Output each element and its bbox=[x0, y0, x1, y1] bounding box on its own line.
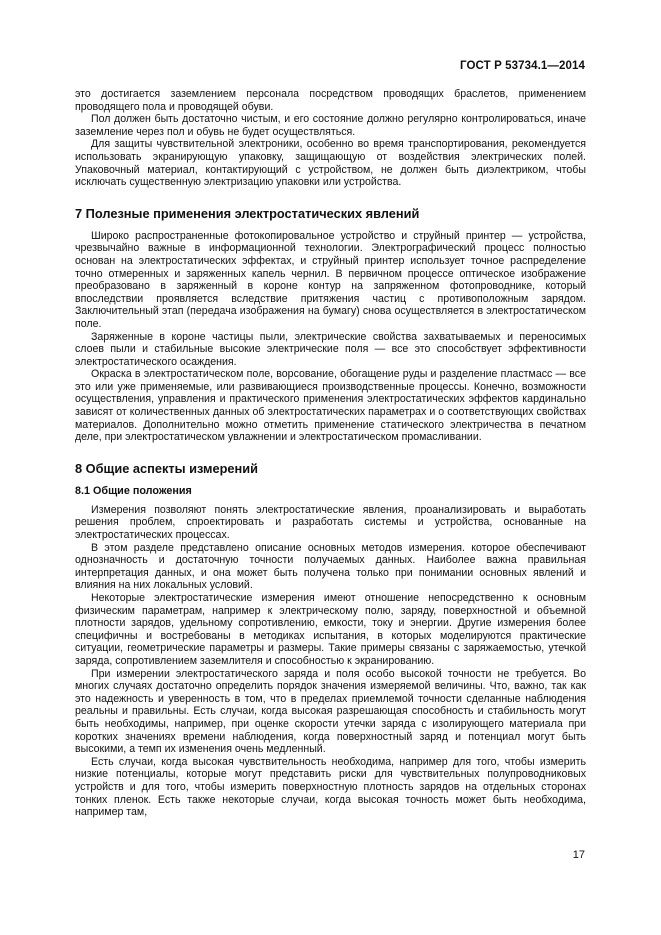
subsection-8-1-heading: 8.1 Общие положения bbox=[75, 484, 192, 497]
paragraph: Окраска в электростатическом поле, ворсование, обогащение руды и разделение пластмасс — все это или уже применяемые, или развивающиеся производственные процессы. Конечно, возможности осуществления, управления и практического применения электростатических эффектов кардинально зависят от количественных данных об электростатических параметрах и о соответствующих свойствах материалов. Дополнительно можно отметить применение статического электричества в печатном деле, при электростатическом увлажнении и электростатическом промасливании. bbox=[75, 368, 586, 444]
paragraph: Есть случаи, когда высокая чувствительность необходима, например для того, чтобы измерить низкие потенциалы, которые могут представить риски для чувствительных полупроводниковых устройств и для того, чтобы измерить поверхностную плотность зарядов на отдельных сторонах тонких пленок. Есть также некоторые случаи, когда высокая точность может быть необходима, например там, bbox=[75, 755, 586, 819]
paragraph: Широко распространенные фотокопировальное устройство и струйный принтер — устройства, чрезвычайно важные в информационной технологии. Электрографический процесс полностью основан на электростатических эффектах, и струйный принтер использует точное распределение точно отмеренных и заряженных капель чернил. В первичном процессе оптическое изображение преобразовано в заряженный в короне контур на запряженном фотопроводнике, который впоследствии проявляется вследствие притяжения частиц с противоположным зарядом. Заключительный этап (передача изображения на бумагу) снова осуществляется в электростатическом поле. bbox=[75, 229, 586, 330]
paragraph: Пол должен быть достаточно чистым, и его состояние должно регулярно контролироваться, иначе заземление через пол и обувь не будет осуществляться. bbox=[75, 113, 586, 138]
paragraph: При измерении электростатического заряда и поля особо высокой точности не требуется. Во многих случаях достаточно определить порядок значения измеряемой величины. Что, важно, так как это надежность и уверенность в том, что в пределах приемлемой точности сделанные наблюдения реальны и правильны. Есть случаи, когда высокая разрешающая способность и стабильность могут быть необходимы, например, при оценке скорости утечки заряда с изолирующего материала при коротких значениях времени наблюдения, когда поверхностный заряд и потенциал могут быть высокими, а темп их изменения очень медленный. bbox=[75, 667, 586, 756]
paragraph: Заряженные в короне частицы пыли, электрические свойства захватываемых и переносимых слоев пыли и стабильные высокие электрические поля — все это способствует эффективности электростатического осаждения. bbox=[75, 330, 586, 368]
section-7-heading: 7 Полезные применения электростатических явлений bbox=[75, 205, 420, 221]
paragraph: В этом разделе представлено описание основных методов измерения. которое обеспечивают однозначность и достаточную точности получаемых данных. Наиболее важна правильная интерпретация данных, и она может быть получена только при понимании основных явлений и влияния на них локальных условий. bbox=[75, 541, 586, 592]
document-body bbox=[75, 88, 586, 819]
paragraph: Измерения позволяют понять электростатические явления, проанализировать и выработать решения проблем, спроектировать и разработать системы и устройства, основанные на электростатических процессах. bbox=[75, 503, 586, 542]
document-header: ГОСТ Р 53734.1—2014 bbox=[460, 60, 585, 72]
page-number: 17 bbox=[572, 849, 585, 861]
paragraph: Для защиты чувствительной электроники, особенно во время транспортирования, рекомендуется использовать экранирующую упаковку, защищающую от воздействия электрических полей. Упаковочный материал, контактирующий с устройством, не должен быть диэлектриком, чтобы исключать существенную электризацию упаковки или устройства. bbox=[75, 138, 586, 189]
paragraph: это достигается заземлением персонала посредством проводящих браслетов, применением проводящего пола и проводящей обуви. bbox=[75, 88, 586, 113]
paragraph: Некоторые электростатические измерения имеют отношение непосредственно к основным физическим параметрам, например к электрическому полю, заряду, поверхностной и объемной плотности зарядов, удельному сопротивлению, емкости, току и энергии. Другие измерения более специфичны и востребованы в методиках испытания, в которых моделируются практические ситуации, геометрические параметры и размеры. Такие примеры связаны с заряжаемостью, утечкой заряда, сопротивлением заземлителя и способностью к экранированию. bbox=[75, 592, 586, 667]
section-8-heading: 8 Общие аспекты измерений bbox=[75, 460, 258, 476]
